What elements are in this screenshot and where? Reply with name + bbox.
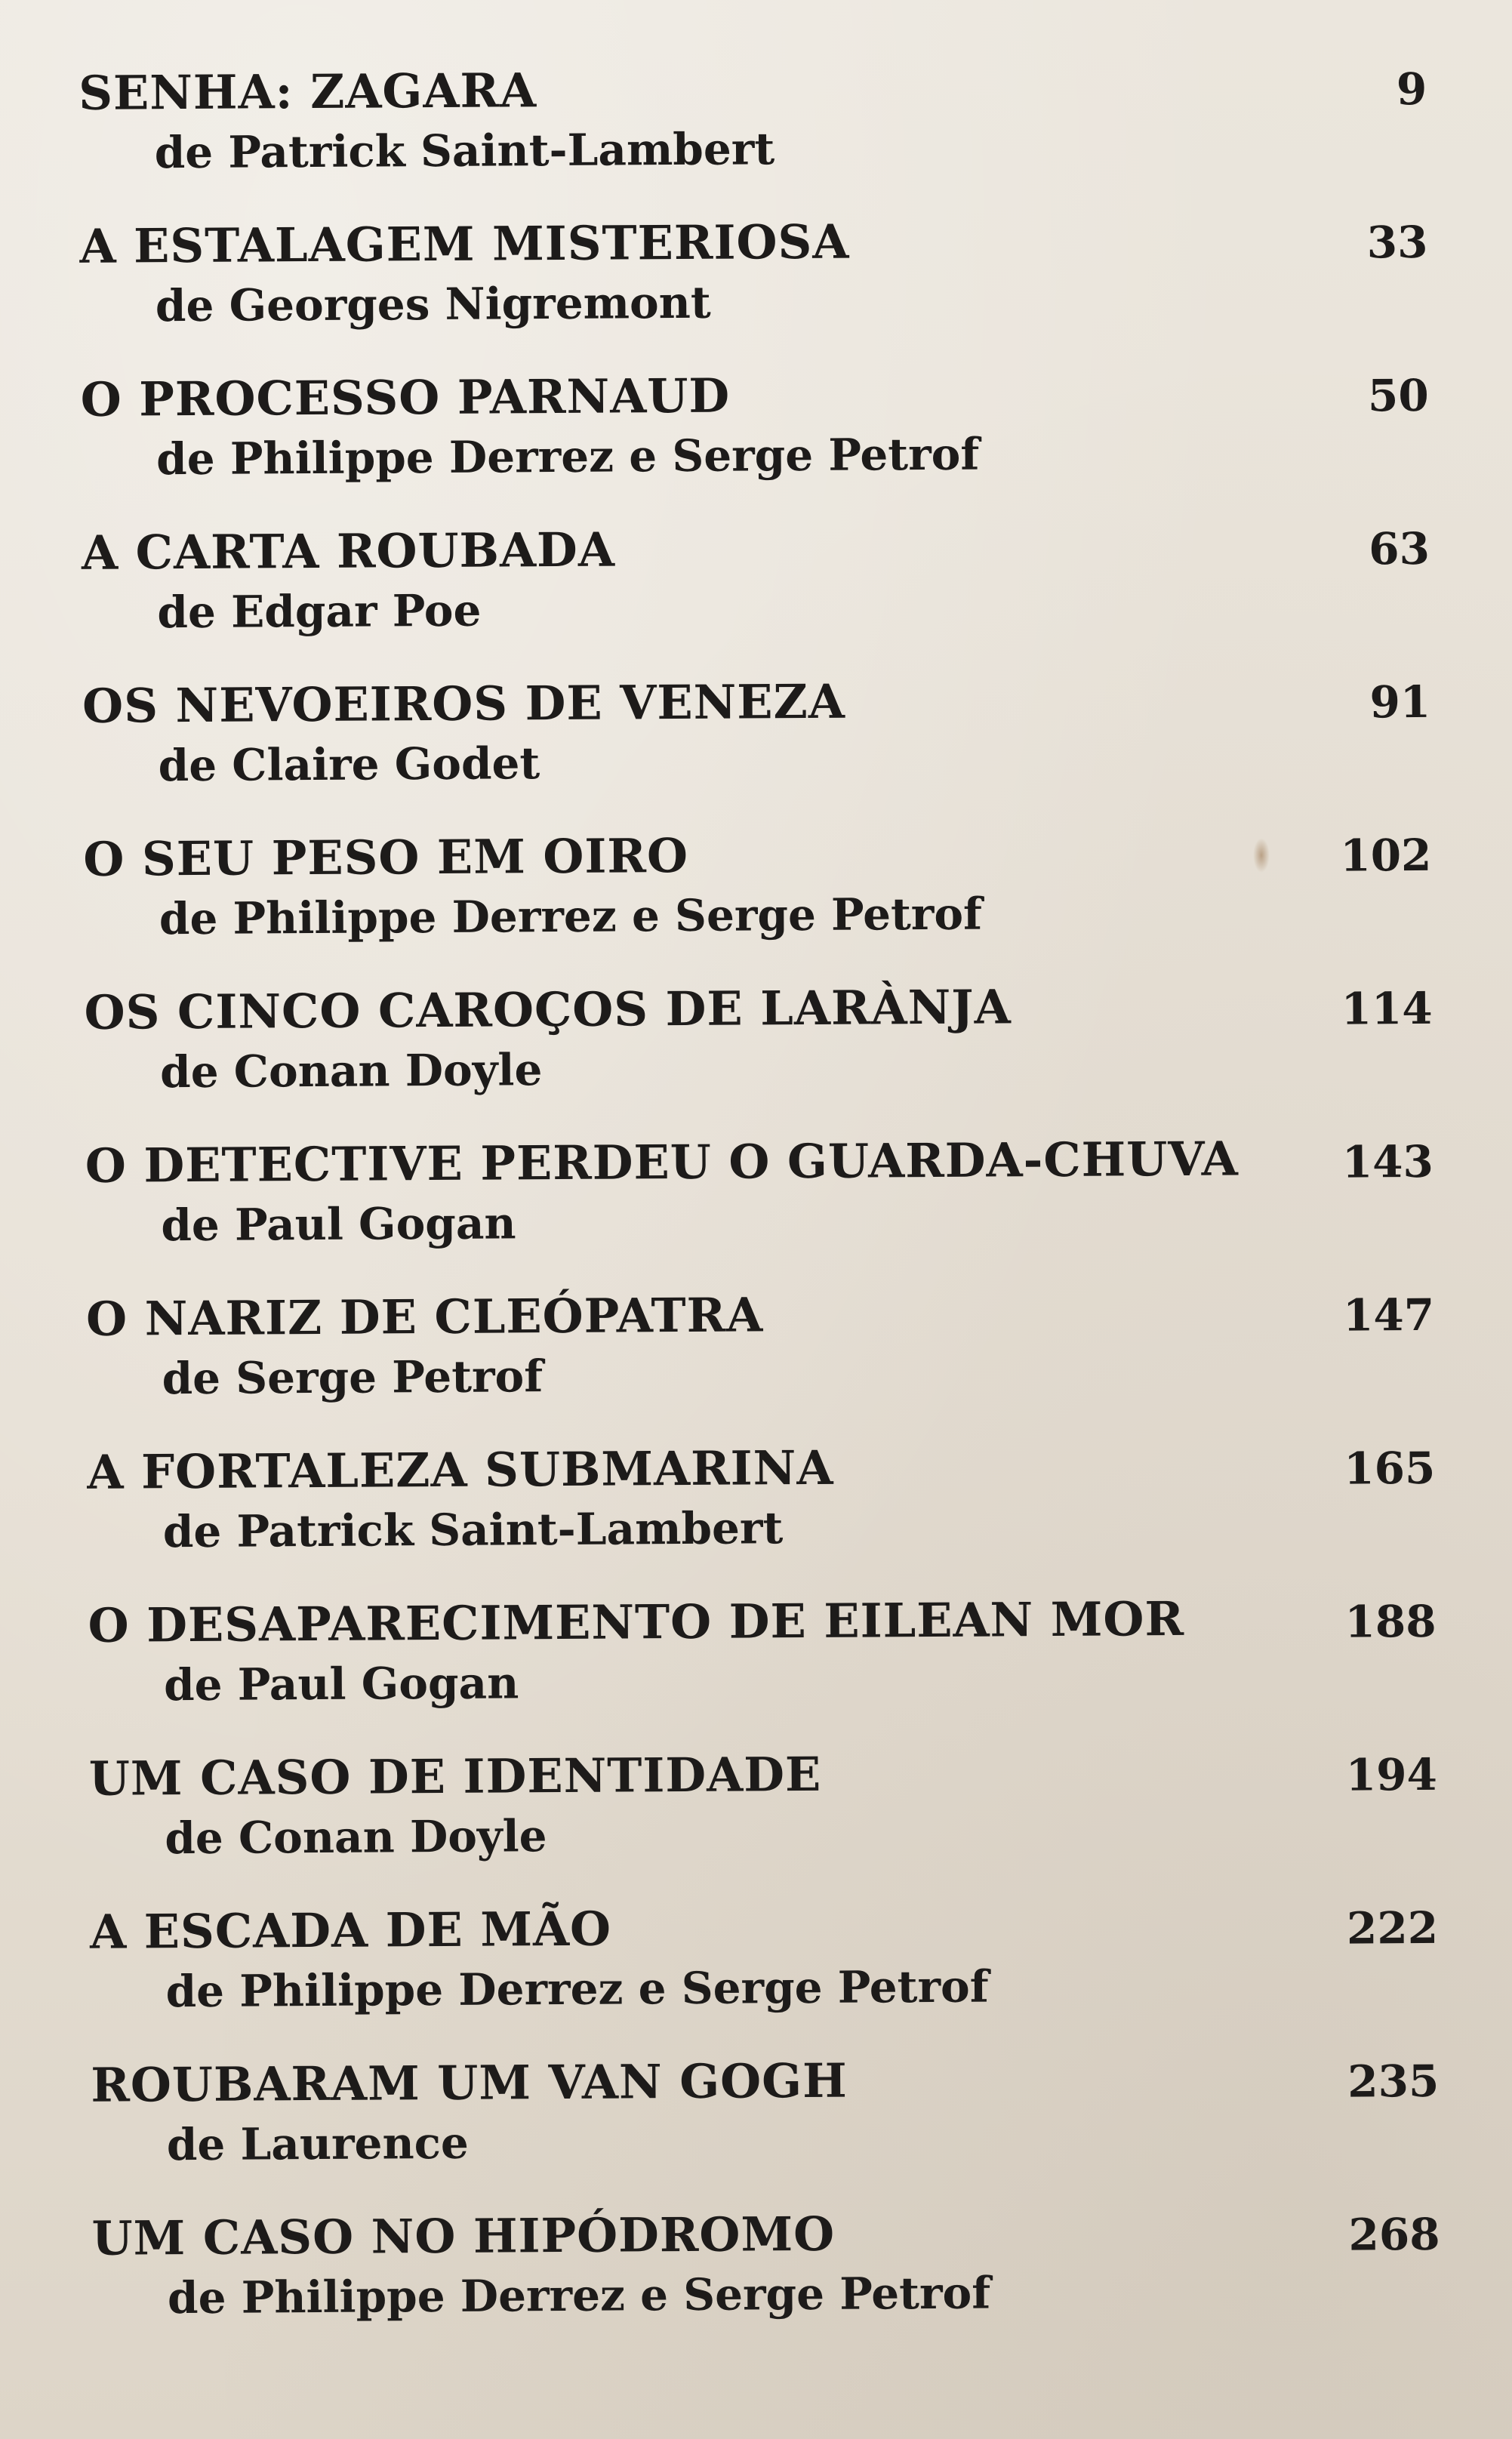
entry-title: A FORTALEZA SUBMARINA (87, 1440, 834, 1500)
entry-page-number: 50 (1367, 369, 1429, 422)
entry-author: de Philippe Derrez e Serge Petrof (156, 428, 980, 485)
toc-entry (66, 978, 1433, 1139)
entry-title: OS NEVOEIROS DE VENEZA (82, 673, 846, 734)
entry-author: de Paul Gogan (161, 1197, 516, 1252)
toc-entry (69, 1591, 1437, 1752)
toc-entry (64, 671, 1431, 833)
entry-page-number: 91 (1369, 676, 1431, 728)
entry-title: ROUBARAM UM VAN GOGH (91, 2053, 848, 2113)
entry-author: de Conan Doyle (165, 1810, 547, 1865)
table-of-contents (60, 58, 1441, 2365)
entry-author: de Philippe Derrez e Serge Petrof (159, 888, 983, 945)
entry-title: O SEU PESO EM OIRO (83, 827, 689, 887)
entry-page-number: 33 (1366, 216, 1428, 269)
entry-page-number: 9 (1396, 63, 1427, 115)
toc-entry (69, 1437, 1436, 1599)
entry-author: de Philippe Derrez e Serge Petrof (167, 2267, 991, 2324)
entry-page-number: 143 (1341, 1135, 1434, 1188)
entry-title: O NARIZ DE CLEÓPATRA (85, 1287, 764, 1347)
entry-title: O DETECTIVE PERDEU O GUARDA-CHUVA (85, 1131, 1239, 1193)
entry-page-number: 102 (1340, 829, 1432, 882)
entry-title: O PROCESSO PARNAUD (80, 368, 731, 427)
entry-title: UM CASO DE IDENTIDADE (88, 1746, 822, 1806)
toc-entry (60, 58, 1427, 220)
entry-author: de Edgar Poe (157, 584, 482, 639)
entry-title: SENHA: ZAGARA (78, 63, 537, 121)
entry-title: OS CINCO CAROÇOS DE LARÀNJA (84, 979, 1012, 1040)
toc-entry (65, 824, 1432, 986)
entry-page-number: 268 (1348, 2208, 1440, 2261)
toc-entry (63, 518, 1430, 679)
toc-entry (73, 2203, 1440, 2365)
toc-entry (71, 1744, 1438, 1905)
entry-page-number: 188 (1344, 1595, 1437, 1648)
entry-page-number: 222 (1346, 1902, 1439, 1954)
entry-author: de Paul Gogan (163, 1657, 519, 1711)
entry-author: de Patrick Saint-Lambert (154, 123, 775, 179)
toc-entry (62, 365, 1429, 526)
entry-author: de Georges Nigremont (155, 276, 711, 332)
toc-entry (68, 1284, 1435, 1446)
entry-page-number: 165 (1344, 1442, 1436, 1495)
entry-title: UM CASO NO HIPÓDROMO (91, 2206, 836, 2266)
toc-entry (67, 1131, 1434, 1292)
entry-title: A CARTA ROUBADA (81, 522, 616, 580)
entry-page-number: 194 (1345, 1748, 1438, 1801)
toc-entry (72, 1897, 1439, 2059)
entry-title: O DESAPARECIMENTO DE EILEAN MOR (88, 1591, 1185, 1653)
entry-author: de Claire Godet (158, 738, 540, 792)
entry-author: de Laurence (166, 2117, 470, 2171)
toc-entry (72, 2050, 1440, 2212)
entry-title: A ESTALAGEM MISTERIOSA (79, 214, 850, 274)
entry-author: de Patrick Saint-Lambert (162, 1502, 784, 1558)
entry-author: de Conan Doyle (159, 1044, 543, 1098)
entry-author: de Serge Petrof (162, 1350, 544, 1405)
entry-page-number: 114 (1341, 982, 1433, 1035)
entry-page-number: 147 (1342, 1289, 1435, 1341)
entry-author: de Philippe Derrez e Serge Petrof (165, 1960, 989, 2018)
entry-page-number: 63 (1369, 522, 1430, 575)
entry-page-number: 235 (1347, 2055, 1440, 2108)
entry-title: A ESCADA DE MÃO (89, 1901, 612, 1960)
toc-entry (61, 211, 1428, 373)
